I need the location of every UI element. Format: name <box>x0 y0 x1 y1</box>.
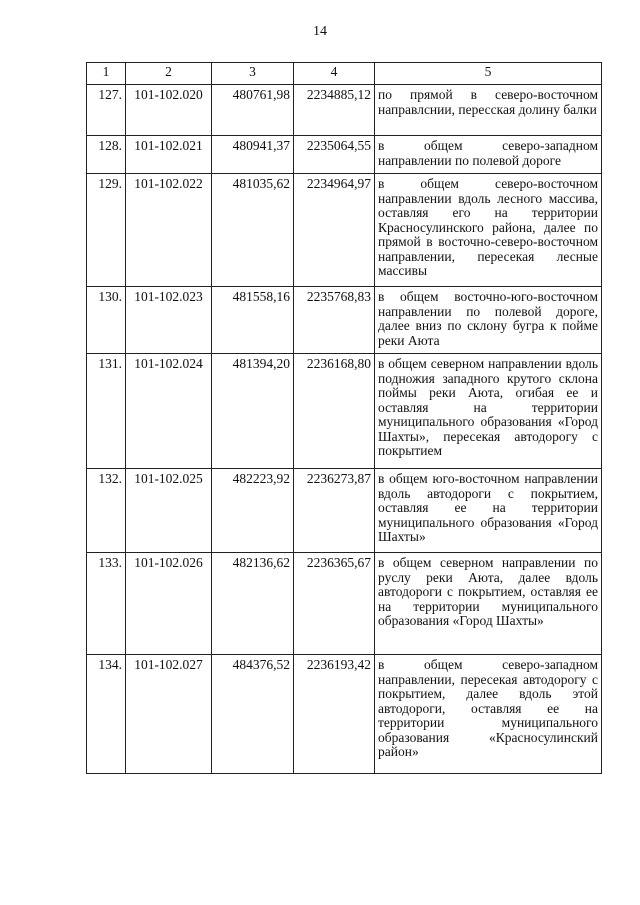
boundary-description: в общем юго-восточном направлении вдоль автодороги с покрытием, оставляя ее на территории муниципального образования «Город Шахты» <box>375 469 602 553</box>
table-row <box>87 655 602 774</box>
table-row <box>87 85 602 136</box>
coordinate-y: 2235064,55 <box>294 136 375 174</box>
row-number: 132. <box>87 469 126 553</box>
point-code: 101-102.027 <box>126 655 212 774</box>
row-number: 129. <box>87 174 126 287</box>
row-number: 130. <box>87 287 126 354</box>
boundary-description: в общем северном направлении вдоль подножия западного крутого склона поймы реки Аюта, огибая ее и оставляя на территории муниципального образования «Город Шахты», пересекая автодорогу с покрытием <box>375 354 602 469</box>
table-row <box>87 136 602 174</box>
header-col-1: 1 <box>87 63 126 85</box>
table-row <box>87 174 602 287</box>
coordinate-y: 2234885,12 <box>294 85 375 136</box>
coordinate-y: 2236168,80 <box>294 354 375 469</box>
coordinate-y: 2236193,42 <box>294 655 375 774</box>
coordinate-x: 484376,52 <box>212 655 294 774</box>
coordinate-x: 481394,20 <box>212 354 294 469</box>
point-code: 101-102.021 <box>126 136 212 174</box>
row-number: 128. <box>87 136 126 174</box>
boundary-description: в общем северо-западном направлении по полевой дороге <box>375 136 602 174</box>
point-code: 101-102.020 <box>126 85 212 136</box>
point-code: 101-102.022 <box>126 174 212 287</box>
point-code: 101-102.025 <box>126 469 212 553</box>
coordinate-x: 482223,92 <box>212 469 294 553</box>
row-number: 131. <box>87 354 126 469</box>
header-col-5: 5 <box>375 63 602 85</box>
boundary-description: по прямой в северо-восточном направлснии, пересская долину балки <box>375 85 602 136</box>
coordinate-x: 481035,62 <box>212 174 294 287</box>
table-row <box>87 469 602 553</box>
row-number: 133. <box>87 553 126 655</box>
coordinate-x: 481558,16 <box>212 287 294 354</box>
coordinate-y: 2236365,67 <box>294 553 375 655</box>
boundary-description: в общем северном направлении по руслу реки Аюта, далее вдоль автодороги с покрытием, оставляя ее на территории муниципального образования «Город Шахты» <box>375 553 602 655</box>
coordinate-y: 2236273,87 <box>294 469 375 553</box>
coordinate-x: 480761,98 <box>212 85 294 136</box>
header-col-2: 2 <box>126 63 212 85</box>
coordinate-y: 2234964,97 <box>294 174 375 287</box>
table-header-row <box>87 63 602 85</box>
boundary-description: в общем северо-восточном направлении вдоль лесного массива, оставляя его на территории Красносулинского района, далее по прямой в восточно-северо-восточном направлении, пересекая лесные массивы <box>375 174 602 287</box>
boundary-points-table <box>86 62 602 774</box>
boundary-description: в общем восточно-юго-восточном направлении по полевой дороге, далее вниз по склону бугра к пойме реки Аюта <box>375 287 602 354</box>
table-row <box>87 354 602 469</box>
coordinate-y: 2235768,83 <box>294 287 375 354</box>
table-row <box>87 287 602 354</box>
page-number: 14 <box>313 24 327 39</box>
table-row <box>87 553 602 655</box>
boundary-description: в общем северо-западном направлении, пересекая автодорогу с покрытием, далее вдоль этой автодороги, оставляя ее на территории муниципального образования «Красносулинский район» <box>375 655 602 774</box>
row-number: 127. <box>87 85 126 136</box>
point-code: 101-102.023 <box>126 287 212 354</box>
row-number: 134. <box>87 655 126 774</box>
header-col-4: 4 <box>294 63 375 85</box>
coordinate-x: 480941,37 <box>212 136 294 174</box>
header-col-3: 3 <box>212 63 294 85</box>
point-code: 101-102.024 <box>126 354 212 469</box>
coordinate-x: 482136,62 <box>212 553 294 655</box>
point-code: 101-102.026 <box>126 553 212 655</box>
